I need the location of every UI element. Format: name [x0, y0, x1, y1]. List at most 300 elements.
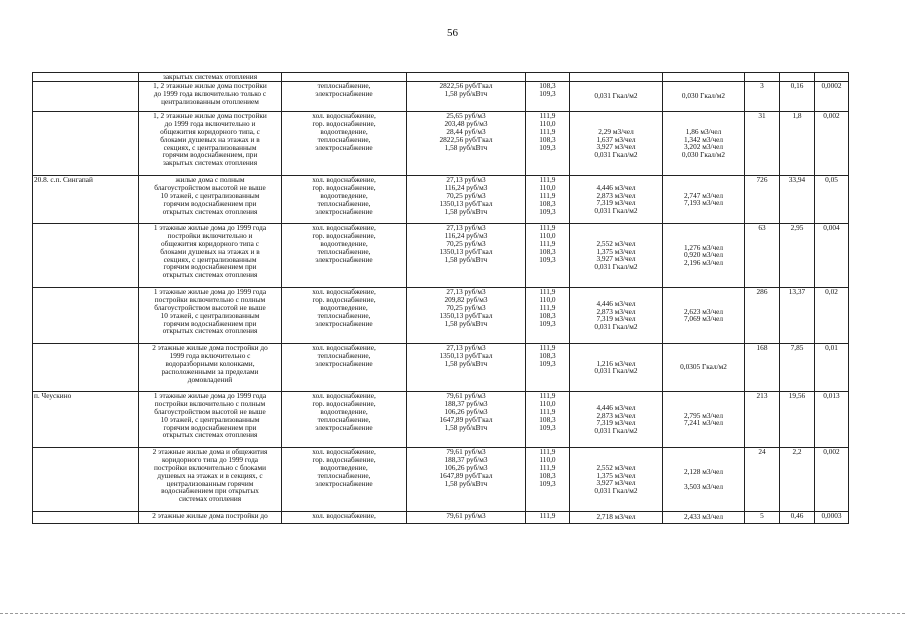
cell-line: 1,58 руб/кВтч: [444, 358, 488, 368]
index-cell: [526, 511, 570, 523]
index-cell: [526, 111, 570, 175]
cell-line: электроснабжение: [315, 206, 373, 216]
services-cell: [282, 391, 407, 447]
services-cell: [282, 511, 407, 523]
housing-type-cell: [139, 391, 282, 447]
cell-line: открытых системах отопления: [162, 430, 258, 440]
cell-line: 0,030 Гкал/м2: [681, 91, 726, 101]
services-cell: [282, 287, 407, 343]
cell-line: 111,9: [539, 406, 556, 416]
cell-line: 110,0: [539, 398, 556, 408]
cell-line: 7,319 м3/чел: [596, 314, 636, 324]
cell-line: электроснабжение: [315, 478, 373, 488]
settlement-cell: [33, 73, 139, 82]
cell-line: секциях, с централизованным: [163, 254, 257, 264]
settlement-cell: [33, 111, 139, 175]
norm-cell: [570, 73, 663, 82]
area-cell: 7,85: [780, 343, 815, 391]
cell-line: 3,202 м3/чел: [683, 142, 724, 152]
norm-cell: [570, 343, 663, 391]
count-cell: 168: [745, 343, 780, 391]
cell-line: 2,29 м3/чел: [598, 126, 634, 136]
norm-cell: [570, 447, 663, 511]
cell-line: 1,375 м3/чел: [596, 470, 636, 480]
cell-line: 106,26 руб/м3: [444, 406, 488, 416]
share-cell: [815, 73, 849, 82]
cell-line: 110,0: [539, 454, 556, 464]
cell-line: 0,030 Гкал/м2: [681, 150, 726, 160]
cell-line: 2,433 м3/чел: [683, 512, 724, 522]
cell-line: 25,65 руб/м3: [446, 111, 486, 120]
cell-line: 116,24 руб/м3: [444, 230, 488, 240]
tariffs-cell: [407, 175, 526, 223]
cell-line: благоустройством высотой не выше: [154, 406, 266, 416]
housing-type-cell: [139, 175, 282, 223]
cell-line: 2,196 м3/чел: [683, 258, 724, 268]
cell-line: 3,927 м3/чел: [596, 478, 636, 488]
cell-line: 116,24 руб/м3: [444, 182, 488, 192]
tariffs-cell: [407, 343, 526, 391]
cell-line: 1,637 м3/чел: [596, 134, 636, 144]
norm-adjusted-cell: [663, 343, 745, 391]
cell-line: 7,319 м3/чел: [596, 418, 636, 428]
cell-line: 111,9: [539, 175, 556, 184]
share-cell: 0,01: [815, 343, 849, 391]
cell-line: 2822,56 руб/Гкал: [439, 134, 493, 144]
cell-line: теплоснабжение,: [317, 414, 371, 424]
services-cell: [282, 111, 407, 175]
cell-line: гор. водоснабжение,: [312, 182, 376, 192]
cell-line: 111,9: [539, 302, 556, 312]
cell-line: 108,3: [539, 350, 556, 360]
cell-line: электроснабжение: [315, 88, 373, 98]
cell-line: электроснабжение: [315, 358, 373, 368]
cell-line: теплоснабжение,: [317, 198, 371, 208]
cell-line: 1350,13 руб/Гкал: [439, 350, 493, 360]
share-cell: 0,002: [815, 111, 849, 175]
cell-line: 0,031 Гкал/м2: [594, 91, 638, 101]
cell-line: 109,3: [539, 88, 556, 98]
cell-line: гор. водоснабжение,: [312, 230, 376, 240]
cell-line: горячим водоснабжением, при: [162, 150, 258, 160]
table-row: [33, 73, 849, 82]
tariffs-cell: [407, 111, 526, 175]
cell-line: 7,241 м3/чел: [683, 418, 724, 428]
housing-type-cell: [139, 447, 282, 511]
cell-line: водоотведение,: [320, 302, 368, 312]
cell-line: 4,446 м3/чел: [596, 298, 636, 308]
cell-line: 203,48 руб/м3: [444, 118, 488, 128]
cell-line: системах отопления: [178, 494, 242, 504]
norm-cell: [570, 511, 663, 523]
cell-line: 111,9: [539, 462, 556, 472]
cell-line: 70,25 руб/м3: [446, 238, 486, 248]
table-row: [33, 175, 849, 223]
cell-line: теплоснабжение,: [317, 134, 371, 144]
cell-line: 70,25 руб/м3: [446, 190, 486, 200]
cell-line: 70,25 руб/м3: [446, 302, 486, 312]
cell-line: расположенными за пределами: [161, 366, 259, 376]
cell-line: гор. водоснабжение,: [312, 398, 376, 408]
cell-line: 109,3: [539, 254, 556, 264]
housing-type-cell: [139, 343, 282, 391]
count-cell: 213: [745, 391, 780, 447]
cell-line: постройки включительно с полным: [154, 294, 266, 304]
cell-line: 111,9: [539, 447, 556, 456]
norm-adjusted-cell: [663, 73, 745, 82]
cell-line: жилые дома с полным: [175, 175, 245, 184]
cell-line: 79,61 руб/м3: [446, 447, 486, 456]
housing-type-cell: [139, 73, 282, 82]
cell-line: водоотведение,: [320, 126, 368, 136]
services-cell: [282, 175, 407, 223]
cell-line: 108,3: [539, 246, 556, 256]
cell-line: 1,58 руб/кВтч: [444, 318, 488, 328]
services-cell: [282, 343, 407, 391]
cell-line: домовладений: [187, 374, 233, 384]
table-row: [33, 111, 849, 175]
norm-adjusted-cell: [663, 175, 745, 223]
cell-line: хол. водоснабжение,: [312, 511, 376, 520]
area-cell: 13,37: [780, 287, 815, 343]
cell-line: 1647,89 руб/Гкал: [439, 414, 493, 424]
cell-line: 108,3: [539, 81, 556, 90]
cell-line: электроснабжение: [315, 142, 373, 152]
cell-line: открытых системах отопления: [162, 326, 258, 336]
cell-line: 2,552 м3/чел: [596, 238, 636, 248]
cell-line: хол. водоснабжение,: [312, 287, 376, 296]
settlement-cell: 20.8. с.п. Сингапай: [33, 175, 139, 223]
tariffs-cell: [407, 511, 526, 523]
norm-adjusted-cell: [663, 447, 745, 511]
cell-line: 1,58 руб/кВтч: [444, 142, 488, 152]
index-cell: [526, 73, 570, 82]
cell-line: до 1999 года включительно только с: [153, 88, 267, 98]
cell-line: 1,216 м3/чел: [596, 358, 636, 368]
cell-line: 0,031 Гкал/м2: [594, 150, 638, 160]
table-row: [33, 511, 849, 523]
settlement-cell: [33, 287, 139, 343]
table-row: [33, 287, 849, 343]
cell-line: 27,13 руб/м3: [446, 343, 486, 352]
cell-line: теплоснабжение,: [317, 246, 371, 256]
index-cell: [526, 391, 570, 447]
cell-line: постройки включительно с полным: [154, 398, 266, 408]
cell-line: 1,375 м3/чел: [596, 246, 636, 256]
area-cell: 33,94: [780, 175, 815, 223]
cell-line: гор. водоснабжение,: [312, 118, 376, 128]
cell-line: хол. водоснабжение,: [312, 391, 376, 400]
cell-line: гор. водоснабжение,: [312, 454, 376, 464]
cell-line: теплоснабжение,: [317, 310, 371, 320]
cell-line: 1,58 руб/кВтч: [444, 254, 488, 264]
cell-line: 111,9: [539, 287, 556, 296]
cell-line: водоотведение,: [320, 190, 368, 200]
cell-line: 111,9: [539, 343, 556, 352]
cell-line: водоотведение,: [320, 462, 368, 472]
settlement-cell: [33, 223, 139, 287]
area-cell: [780, 73, 815, 82]
cell-line: общежития коридорного типа с: [161, 238, 259, 248]
cell-line: 1,342 м3/чел: [683, 134, 724, 144]
cell-line: 1,86 м3/чел: [685, 126, 722, 136]
cell-line: 2,718 м3/чел: [596, 512, 636, 522]
norm-adjusted-cell: [663, 81, 745, 111]
cell-line: хол. водоснабжение,: [312, 447, 376, 456]
settlement-cell: [33, 447, 139, 511]
cell-line: 3,927 м3/чел: [596, 142, 636, 152]
cell-line: 0,031 Гкал/м2: [594, 486, 638, 496]
area-cell: 1,8: [780, 111, 815, 175]
share-cell: 0,002: [815, 447, 849, 511]
cell-line: 7,193 м3/чел: [683, 198, 724, 208]
index-cell: [526, 447, 570, 511]
norm-cell: [570, 287, 663, 343]
area-cell: 0,16: [780, 81, 815, 111]
settlement-cell: [33, 343, 139, 391]
cell-line: 109,3: [539, 422, 556, 432]
cell-line: 79,61 руб/м3: [446, 391, 486, 400]
services-cell: [282, 73, 407, 82]
cell-line: хол. водоснабжение,: [312, 343, 376, 352]
cell-line: 27,13 руб/м3: [446, 287, 486, 296]
cell-line: водоразборными колонками,: [165, 358, 255, 368]
cell-line: 0,920 м3/чел: [683, 250, 724, 260]
settlement-cell: п. Чеускино: [33, 391, 139, 447]
area-cell: 2,2: [780, 447, 815, 511]
share-cell: 0,013: [815, 391, 849, 447]
count-cell: 63: [745, 223, 780, 287]
cell-line: водоотведение,: [320, 406, 368, 416]
cell-line: 108,3: [539, 134, 556, 144]
cell-line: 0,0305 Гкал/м2: [680, 362, 727, 372]
cell-line: 110,0: [539, 230, 556, 240]
norm-cell: [570, 111, 663, 175]
page-number: 56: [447, 27, 458, 39]
cell-line: хол. водоснабжение,: [312, 223, 376, 232]
table-body: [33, 73, 849, 524]
cell-line: водоснабжением при открытых: [161, 486, 259, 496]
index-cell: [526, 81, 570, 111]
settlement-cell: [33, 511, 139, 523]
area-cell: 2,95: [780, 223, 815, 287]
table-row: [33, 223, 849, 287]
cell-line: 1999 года включительно с: [169, 350, 251, 360]
share-cell: 0,0002: [815, 81, 849, 111]
cell-line: 1,276 м3/чел: [683, 242, 724, 252]
cell-line: 2,873 м3/чел: [596, 306, 636, 316]
cell-line: горячим водоснабжением при: [163, 198, 257, 208]
share-cell: 0,02: [815, 287, 849, 343]
share-cell: 0,004: [815, 223, 849, 287]
tariffs-cell: [407, 73, 526, 82]
cell-line: 28,44 руб/м3: [446, 126, 486, 136]
tariffs-cell: [407, 447, 526, 511]
tariffs-cell: [407, 223, 526, 287]
table-row: [33, 343, 849, 391]
cell-line: теплоснабжение,: [317, 470, 371, 480]
cell-line: 1350,13 руб/Гкал: [439, 198, 493, 208]
cell-line: коридорного типа до 1999 года: [161, 454, 259, 464]
cell-line: 1 этажные жилые дома до 1999 года: [153, 223, 267, 232]
cell-line: 111,9: [539, 391, 556, 400]
cell-line: 1, 2 этажные жилые дома постройки: [153, 81, 267, 90]
cell-line: 109,3: [539, 206, 556, 216]
share-cell: 0,05: [815, 175, 849, 223]
norm-adjusted-cell: [663, 223, 745, 287]
cell-line: 2,623 м3/чел: [683, 306, 724, 316]
cell-line: 2 этажные жилые дома постройки до: [152, 343, 268, 352]
cell-line: 1,58 руб/кВтч: [444, 88, 488, 98]
cell-line: централизованным горячим: [166, 478, 254, 488]
services-cell: [282, 223, 407, 287]
cell-line: 0,031 Гкал/м2: [594, 426, 638, 436]
count-cell: 24: [745, 447, 780, 511]
cell-line: 106,26 руб/м3: [444, 462, 488, 472]
cell-line: 27,13 руб/м3: [446, 223, 486, 232]
cell-line: 111,9: [539, 111, 556, 120]
cell-line: 108,3: [539, 310, 556, 320]
cell-line: благоустройством высотой не выше: [154, 302, 266, 312]
cell-line: открытых системах отопления: [162, 206, 258, 216]
count-cell: 31: [745, 111, 780, 175]
share-cell: 0,0003: [815, 511, 849, 523]
services-cell: [282, 81, 407, 111]
count-cell: 286: [745, 287, 780, 343]
cell-line: 2,795 м3/чел: [683, 410, 724, 420]
cell-line: 111,9: [539, 238, 556, 248]
tariffs-cell: [407, 81, 526, 111]
cell-line: 109,3: [539, 478, 556, 488]
cell-line: 209,82 руб/м3: [444, 294, 488, 304]
cell-line: электроснабжение: [315, 318, 373, 328]
cell-line: 1350,13 руб/Гкал: [439, 246, 493, 256]
cell-line: электроснабжение: [315, 254, 373, 264]
cell-line: 0,031 Гкал/м2: [594, 322, 638, 332]
table-row: [33, 447, 849, 511]
cell-line: 4,446 м3/чел: [596, 182, 636, 192]
cell-line: 188,37 руб/м3: [444, 398, 488, 408]
cell-line: до 1999 года включительно и: [164, 118, 256, 128]
index-cell: [526, 175, 570, 223]
cell-line: горячим водоснабжением при: [163, 262, 257, 272]
cell-line: блоками душевых на этажах и в: [160, 134, 260, 144]
norm-cell: [570, 175, 663, 223]
cell-line: 111,9: [539, 511, 556, 520]
cell-line: 0,031 Гкал/м2: [594, 206, 638, 216]
tariffs-cell: [407, 391, 526, 447]
housing-type-cell: [139, 511, 282, 523]
housing-type-cell: [139, 111, 282, 175]
cell-line: открытых системах отопления: [162, 270, 258, 280]
cell-line: блоками душевых на этажах и в: [160, 246, 260, 256]
cell-line: 2,873 м3/чел: [596, 410, 636, 420]
settlement-cell: [33, 81, 139, 111]
index-cell: [526, 287, 570, 343]
cell-line: 2 этажные жилые дома постройки до: [152, 511, 268, 520]
cell-line: хол. водоснабжение,: [312, 111, 376, 120]
area-cell: 19,56: [780, 391, 815, 447]
cell-line: 1,58 руб/кВтч: [444, 206, 488, 216]
cell-line: закрытых системах отопления: [162, 72, 258, 81]
table-row: [33, 81, 849, 111]
cell-line: водоотведение,: [320, 238, 368, 248]
cell-line: 1 этажные жилые дома до 1999 года: [153, 287, 267, 296]
cell-line: горячим водоснабжением при: [163, 318, 257, 328]
cell-line: 10 этажей, с централизованным: [160, 414, 260, 424]
cell-line: 188,37 руб/м3: [444, 454, 488, 464]
cell-line: 3,503 м3/чел: [683, 482, 724, 492]
housing-type-cell: [139, 287, 282, 343]
cell-line: секциях, с централизованным: [163, 142, 257, 152]
cell-line: 110,0: [539, 182, 556, 192]
cell-line: закрытых системах отопления: [162, 158, 258, 168]
cell-line: 7,069 м3/чел: [683, 314, 724, 324]
cell-line: 109,3: [539, 358, 556, 368]
housing-type-cell: [139, 81, 282, 111]
cell-line: 111,9: [539, 126, 556, 136]
count-cell: 5: [745, 511, 780, 523]
cell-line: 2822,56 руб/Гкал: [439, 81, 493, 90]
norm-cell: [570, 223, 663, 287]
cell-line: гор. водоснабжение,: [312, 294, 376, 304]
cell-line: теплоснабжение,: [317, 81, 371, 90]
cell-line: 79,61 руб/м3: [446, 511, 486, 520]
cell-line: хол. водоснабжение,: [312, 175, 376, 184]
cell-line: горячим водоснабжением при: [163, 422, 257, 432]
cell-line: 109,3: [539, 142, 556, 152]
cell-line: 1647,89 руб/Гкал: [439, 470, 493, 480]
cell-line: 0,031 Гкал/м2: [594, 366, 638, 376]
count-cell: 726: [745, 175, 780, 223]
cell-line: 0,031 Гкал/м2: [594, 262, 638, 272]
index-cell: [526, 343, 570, 391]
table-row: [33, 391, 849, 447]
cell-line: 110,0: [539, 294, 556, 304]
cell-line: душевых на этажах и в секциях, с: [157, 470, 263, 480]
cell-line: 10 этажей, с централизованным: [160, 310, 260, 320]
cell-line: постройки включительно и: [167, 230, 253, 240]
cell-line: 1 этажные жилые дома до 1999 года: [153, 391, 267, 400]
count-cell: [745, 73, 780, 82]
cell-line: постройки включительно с блоками: [154, 462, 266, 472]
area-cell: 0,46: [780, 511, 815, 523]
cell-line: 27,13 руб/м3: [446, 175, 486, 184]
cell-line: 10 этажей, с централизованным: [160, 190, 260, 200]
cell-line: 2,747 м3/чел: [683, 190, 724, 200]
cell-line: 1,58 руб/кВтч: [444, 478, 488, 488]
count-cell: 3: [745, 81, 780, 111]
cell-line: 108,3: [539, 414, 556, 424]
services-cell: [282, 447, 407, 511]
cell-line: 1350,13 руб/Гкал: [439, 310, 493, 320]
cell-line: 110,0: [539, 118, 556, 128]
cell-line: общежития коридорного типа, с: [160, 126, 260, 136]
norm-cell: [570, 81, 663, 111]
tariffs-cell: [407, 287, 526, 343]
cell-line: 1,58 руб/кВтч: [444, 422, 488, 432]
norm-adjusted-cell: [663, 287, 745, 343]
norm-adjusted-cell: [663, 391, 745, 447]
norm-adjusted-cell: [663, 511, 745, 523]
housing-type-cell: [139, 223, 282, 287]
cell-line: теплоснабжение,: [317, 350, 371, 360]
cell-line: 111,9: [539, 223, 556, 232]
cell-line: 108,3: [539, 198, 556, 208]
norm-adjusted-cell: [663, 111, 745, 175]
cell-line: централизованным отоплением: [161, 96, 259, 106]
cell-line: 4,446 м3/чел: [596, 402, 636, 412]
